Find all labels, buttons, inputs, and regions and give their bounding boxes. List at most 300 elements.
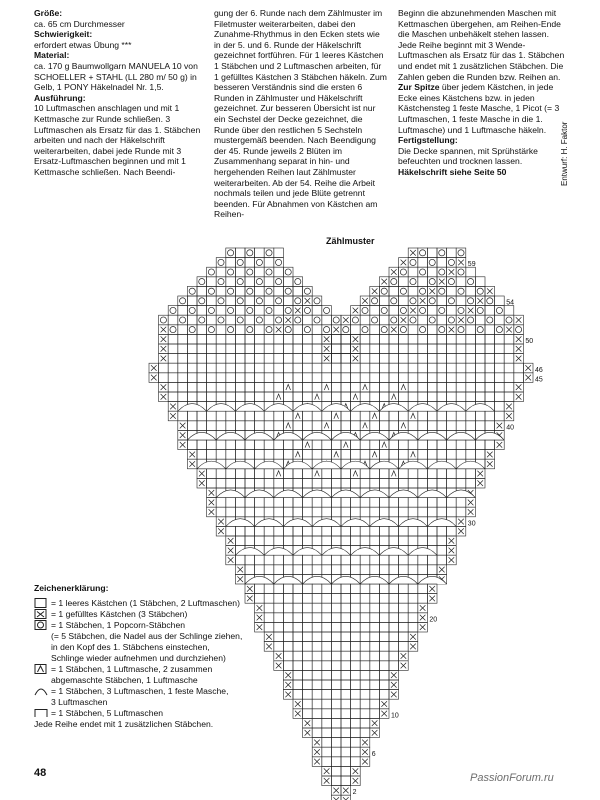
popcorn-mark [266, 250, 272, 256]
grid-cell [235, 450, 245, 460]
grid-cell [379, 690, 389, 700]
row-number: 46 [535, 366, 543, 374]
grid-cell [293, 373, 303, 383]
filled-mark [333, 788, 339, 794]
popcorn-mark [410, 279, 416, 285]
popcorn-mark [420, 288, 426, 294]
popcorn-mark [276, 317, 282, 323]
grid-cell [379, 680, 389, 690]
grid-cell [370, 594, 380, 604]
popcorn-mark [439, 288, 445, 294]
grid-cell [331, 334, 341, 344]
grid-cell [274, 440, 284, 450]
popcorn-mark [228, 288, 234, 294]
grid-cell [437, 526, 447, 536]
grid-cell [370, 699, 380, 709]
grid-cell [168, 354, 178, 364]
watermark: PassionForum.ru [470, 772, 554, 784]
legend-text: = 1 Stäbchen, 3 Luftmaschen, 1 feste Masche, [51, 686, 229, 696]
grid-cell [331, 565, 341, 575]
filled-mark [497, 442, 503, 448]
legend-item [34, 598, 274, 609]
grid-cell [274, 248, 284, 258]
grid-cell [360, 392, 370, 402]
section-text: über jedem Kästchen, in jede Ecke eines Kästchens bzw. in jeden Kästchensteg 1 feste Masche, 1 Picot (= 3 Luftmaschen, 1 feste Masche in die 1. Luftmasche) und 1 Luftmasche häkeln. [398, 82, 560, 135]
grid-cell [207, 478, 217, 488]
grid-cell [399, 632, 409, 642]
grid-cell [475, 392, 485, 402]
grid-cell [245, 469, 255, 479]
filled-mark [391, 682, 397, 688]
grid-cell [312, 478, 322, 488]
grid-cell [495, 315, 505, 325]
grid-cell [485, 325, 495, 335]
grid-cell [370, 421, 380, 431]
arc-mark [255, 519, 284, 527]
grid-cell [389, 613, 399, 623]
popcorn-mark [324, 327, 330, 333]
grid-cell [255, 354, 265, 364]
grid-cell [245, 277, 255, 287]
grid-cell [168, 344, 178, 354]
grid-cell [399, 411, 409, 421]
grid-cell [399, 344, 409, 354]
popcorn-mark [266, 288, 272, 294]
filled-mark [381, 701, 387, 707]
grid-cell [475, 411, 485, 421]
filled-mark [209, 500, 215, 506]
grid-cell [303, 555, 313, 565]
grid-cell [437, 296, 447, 306]
grid-cell [197, 450, 207, 460]
filled-mark [458, 260, 464, 266]
grid-cell [207, 469, 217, 479]
grid-cell [331, 747, 341, 757]
grid-cell [312, 306, 322, 316]
grid-cell [293, 498, 303, 508]
grid-cell [264, 469, 274, 479]
popcorn-mark [276, 279, 282, 285]
popcorn-mark [391, 279, 397, 285]
grid-cell [399, 478, 409, 488]
grid-cell [427, 392, 437, 402]
decrease-mark [372, 452, 377, 458]
grid-cell [197, 440, 207, 450]
grid-cell [408, 555, 418, 565]
popcorn-mark [218, 317, 224, 323]
grid-cell [437, 334, 447, 344]
filled-mark [161, 346, 167, 352]
grid-cell [360, 344, 370, 354]
popcorn-mark [285, 269, 291, 275]
grid-cell [418, 277, 428, 287]
grid-cell [466, 440, 476, 450]
grid-cell [389, 584, 399, 594]
grid-cell [370, 670, 380, 680]
grid-cell [351, 738, 361, 748]
arc-mark [197, 461, 226, 469]
grid-cell [418, 507, 428, 517]
grid-cell [226, 450, 236, 460]
grid-cell [245, 498, 255, 508]
filled-mark [314, 740, 320, 746]
grid-cell [399, 584, 409, 594]
filled-mark [506, 404, 512, 410]
grid-cell [341, 584, 351, 594]
grid-cell [341, 536, 351, 546]
grid-cell [207, 334, 217, 344]
grid-cell [312, 382, 322, 392]
grid-cell [322, 680, 332, 690]
grid-cell [168, 334, 178, 344]
grid-cell [322, 411, 332, 421]
grid-cell [255, 344, 265, 354]
chart-title: Zählmuster [326, 236, 375, 246]
grid-cell [351, 478, 361, 488]
grid-cell [427, 536, 437, 546]
grid-cell [207, 344, 217, 354]
grid-cell [264, 565, 274, 575]
decrease-mark [315, 394, 320, 400]
grid-cell [437, 440, 447, 450]
grid-cell [274, 603, 284, 613]
grid-cell [331, 440, 341, 450]
grid-cell [312, 411, 322, 421]
grid-cell [197, 421, 207, 431]
grid-cell [341, 699, 351, 709]
decrease-mark [411, 452, 416, 458]
filled-mark [161, 384, 167, 390]
grid-cell [341, 594, 351, 604]
filled-mark [391, 327, 397, 333]
grid-cell [379, 526, 389, 536]
grid-cell [303, 411, 313, 421]
grid-cell [418, 421, 428, 431]
grid-cell [418, 392, 428, 402]
grid-cell [437, 392, 447, 402]
arc-mark [245, 432, 274, 440]
grid-cell [235, 555, 245, 565]
grid-cell [379, 344, 389, 354]
filled-mark [525, 375, 531, 381]
section-heading: Fertigstellung: [398, 135, 458, 146]
popcorn-mark [180, 317, 186, 323]
arc-mark [447, 490, 476, 498]
popcorn-mark [477, 307, 483, 313]
filled-mark [170, 404, 176, 410]
grid-cell [322, 690, 332, 700]
grid-cell [351, 747, 361, 757]
filled-mark [353, 346, 359, 352]
grid-cell [283, 622, 293, 632]
grid-cell [475, 363, 485, 373]
grid-cell [360, 613, 370, 623]
grid-cell [389, 382, 399, 392]
grid-cell [187, 392, 197, 402]
grid-cell [447, 507, 457, 517]
grid-cell [485, 382, 495, 392]
grid-cell [283, 411, 293, 421]
popcorn-mark [247, 288, 253, 294]
grid-cell [408, 286, 418, 296]
grid-cell [447, 526, 457, 536]
popcorn-mark [218, 279, 224, 285]
grid-cell [504, 392, 514, 402]
grid-cell [226, 334, 236, 344]
filled-mark [151, 375, 157, 381]
grid-cell [408, 382, 418, 392]
grid-cell [293, 421, 303, 431]
grid-cell [159, 373, 169, 383]
grid-cell [283, 363, 293, 373]
decrease-mark [363, 384, 368, 390]
arc-mark [216, 432, 245, 440]
grid-cell [264, 258, 274, 268]
filled-mark [324, 336, 330, 342]
grid-cell [389, 603, 399, 613]
grid-cell [408, 594, 418, 604]
legend-items [34, 598, 274, 719]
grid-cell [427, 478, 437, 488]
popcorn-mark [256, 298, 262, 304]
grid-cell [504, 382, 514, 392]
grid-cell [264, 382, 274, 392]
filled-mark [151, 365, 157, 371]
grid-cell [360, 661, 370, 671]
grid-cell [226, 498, 236, 508]
grid-cell [485, 354, 495, 364]
grid-cell [389, 622, 399, 632]
grid-cell [303, 507, 313, 517]
filled-mark [439, 567, 445, 573]
grid-cell [322, 651, 332, 661]
grid-cell [341, 334, 351, 344]
grid-cell [427, 306, 437, 316]
grid-cell [255, 526, 265, 536]
grid-cell [235, 526, 245, 536]
grid-cell [427, 411, 437, 421]
arc-mark [187, 432, 216, 440]
grid-cell [379, 603, 389, 613]
grid-cell [331, 690, 341, 700]
grid-cell [197, 382, 207, 392]
grid-cell [447, 363, 457, 373]
grid-cell [322, 363, 332, 373]
grid-cell [245, 450, 255, 460]
grid-cell [312, 632, 322, 642]
filled-mark [362, 759, 368, 765]
grid-cell [389, 411, 399, 421]
filled-mark [218, 528, 224, 534]
grid-cell [226, 440, 236, 450]
popcorn-mark [400, 288, 406, 294]
grid-cell [216, 334, 226, 344]
grid-cell [379, 651, 389, 661]
legend-item [34, 697, 274, 708]
grid-cell [264, 421, 274, 431]
arc-mark [360, 576, 389, 584]
grid-cell [331, 392, 341, 402]
grid-cell [255, 469, 265, 479]
grid-cell [370, 392, 380, 402]
grid-cell [351, 498, 361, 508]
grid-cell [341, 478, 351, 488]
grid-cell [418, 478, 428, 488]
filled-mark [439, 279, 445, 285]
arc-mark [360, 490, 389, 498]
filled-mark [468, 509, 474, 515]
grid-cell [485, 306, 495, 316]
grid-cell [168, 373, 178, 383]
popcorn-mark [381, 288, 387, 294]
grid-cell [312, 565, 322, 575]
arc-mark [216, 490, 245, 498]
decrease-mark [411, 413, 416, 419]
grid-cell [408, 373, 418, 383]
grid-cell [456, 277, 466, 287]
grid-cell [168, 382, 178, 392]
grid-cell [207, 411, 217, 421]
grid-cell [331, 363, 341, 373]
grid-cell [312, 344, 322, 354]
arc-mark [303, 576, 332, 584]
grid-cell [293, 344, 303, 354]
grid-cell [235, 267, 245, 277]
grid-cell [264, 315, 274, 325]
arc-mark [418, 432, 447, 440]
grid-cell [207, 296, 217, 306]
popcorn-mark [256, 259, 262, 265]
grid-cell [466, 478, 476, 488]
grid-cell [379, 632, 389, 642]
filled-mark [324, 778, 330, 784]
popcorn-mark [458, 327, 464, 333]
grid-cell [360, 728, 370, 738]
grid-cell [283, 565, 293, 575]
grid-cell [418, 411, 428, 421]
grid-cell [207, 373, 217, 383]
grid-cell [351, 363, 361, 373]
grid-cell [341, 795, 351, 800]
grid-cell [341, 498, 351, 508]
grid-cell [379, 296, 389, 306]
row-number: 2 [352, 789, 357, 797]
grid-cell [466, 421, 476, 431]
grid-cell [485, 421, 495, 431]
grid-cell [485, 440, 495, 450]
grid-cell [341, 690, 351, 700]
grid-cell [389, 594, 399, 604]
grid-cell [341, 411, 351, 421]
arc-mark [283, 519, 312, 527]
arc-mark [351, 548, 380, 556]
filled-mark [161, 336, 167, 342]
grid-cell [283, 555, 293, 565]
grid-cell [312, 373, 322, 383]
grid-cell [370, 709, 380, 719]
grid-cell [312, 440, 322, 450]
grid-cell [245, 315, 255, 325]
grid-cell [456, 392, 466, 402]
legend-text: Schlinge wieder aufnehmen und durchziehen) [51, 653, 226, 663]
grid-cell [341, 728, 351, 738]
arc-mark [312, 519, 341, 527]
grid-cell [226, 478, 236, 488]
grid-cell [187, 440, 197, 450]
popcorn-mark [420, 250, 426, 256]
grid-cell [447, 469, 457, 479]
grid-cell [427, 267, 437, 277]
grid-cell [379, 363, 389, 373]
filled-mark [180, 423, 186, 429]
grid-cell [293, 555, 303, 565]
grid-cell [331, 632, 341, 642]
grid-cell [360, 632, 370, 642]
grid-cell [331, 670, 341, 680]
grid-cell [360, 718, 370, 728]
grid-cell [178, 411, 188, 421]
popcorn-mark [439, 269, 445, 275]
grid-cell [495, 402, 505, 412]
popcorn-mark [247, 269, 253, 275]
grid-cell [331, 334, 341, 344]
grid-cell [283, 440, 293, 450]
arc-mark [293, 548, 322, 556]
grid-cell [207, 392, 217, 402]
grid-cell [293, 622, 303, 632]
filled-mark [420, 624, 426, 630]
grid-cell [331, 718, 341, 728]
grid-cell [389, 421, 399, 431]
grid-cell [370, 325, 380, 335]
grid-cell [495, 411, 505, 421]
grid-cell [341, 565, 351, 575]
grid-cell [322, 603, 332, 613]
decrease-mark [324, 384, 329, 390]
grid-cell [274, 565, 284, 575]
arc-mark [379, 548, 408, 556]
grid-cell [437, 546, 447, 556]
grid-cell [303, 632, 313, 642]
filled-mark [429, 586, 435, 592]
legend-item [34, 631, 274, 642]
grid-cell [399, 469, 409, 479]
grid-cell [255, 498, 265, 508]
instructions-text: gung der 6. Runde nach dem Zählmuster im Filetmuster weiterarbeiten, dabei den Zunahme-Rhythmus in den Ecken stets wie in der 5. und 6. Runde der Häkelschrift gezeichnet fortführen. Für 1 leeres Kästchen 1 Stäbchen und 2 Luftmaschen arbeiten, für 1 gefülltes Kästchen 3 Stäbchen häkeln. Zum besseren Verständnis sind die ersten 6 Runden in Zählmuster und Häkelschrift gezeichnet. Zur besseren Übersicht ist nur ein Sechstel der Decke gezeichnet, die Runde über den restlichen 5 Sechsteln mustergemäß beenden. Nach Beendigung der 45. Runde jeweils 2 Blüten im Zusammenhang separat in hin- und hergehenden Reihen laut Zählmuster weiterarbeiten. Ab der 54. Reihe die Arbeit nochmals teilen und jede Blüte getrennt beenden. Für Abnahmen von Kästchen am Reihen- [214, 8, 387, 220]
grid-cell [399, 526, 409, 536]
grid-cell [447, 411, 457, 421]
grid-cell [235, 392, 245, 402]
filled-mark [343, 317, 349, 323]
grid-cell [331, 680, 341, 690]
grid-cell [331, 354, 341, 364]
grid-cell [331, 469, 341, 479]
grid-cell [408, 344, 418, 354]
grid-cell [264, 373, 274, 383]
grid-cell [370, 306, 380, 316]
grid-cell [466, 469, 476, 479]
filled-mark [353, 356, 359, 362]
decrease-mark [353, 394, 358, 400]
popcorn-mark [285, 307, 291, 313]
grid-cell [264, 450, 274, 460]
grid-cell [447, 344, 457, 354]
popcorn-mark [247, 307, 253, 313]
arc-mark [399, 519, 428, 527]
grid-cell [264, 555, 274, 565]
filled-mark [477, 471, 483, 477]
grid-cell [437, 469, 447, 479]
